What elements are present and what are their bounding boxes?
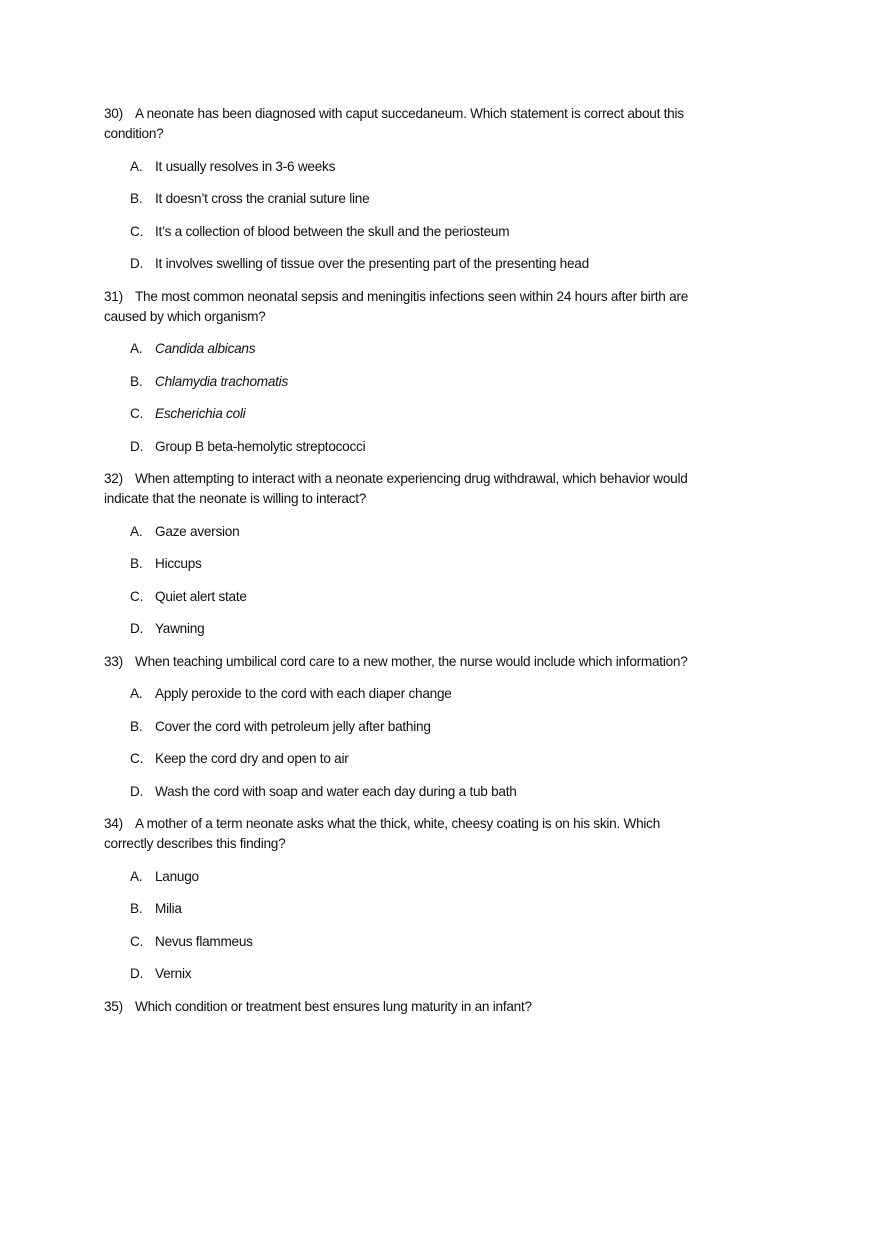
question-35 [104,997,804,1017]
option-letter: D. [130,966,144,981]
question-text: When attempting to interact with a neonate experiencing drug withdrawal, which behavior would [135,471,688,486]
question-text: indicate that the neonate is willing to interact? [104,491,367,506]
question-text-line [104,469,804,489]
option-text: It involves swelling of tissue over the presenting part of the presenting head [155,256,589,271]
answer-option [104,254,804,274]
answer-option [104,404,804,424]
option-text: Candida albicans [155,341,256,356]
question-number: 32) [104,471,123,486]
question-31 [104,287,804,327]
question-number: 30) [104,106,123,121]
option-text: Wash the cord with soap and water each day during a tub bath [155,783,517,799]
option-letter: C. [130,933,144,949]
question-34 [104,814,804,854]
option-letter: A. [130,341,143,356]
option-letter: B. [130,718,143,734]
document-page [104,104,804,1029]
option-letter: A. [130,686,143,701]
answer-option [104,587,804,607]
option-text: Gaze aversion [155,523,240,539]
question-text-line [104,104,804,124]
option-letter: D. [130,783,144,799]
answer-option [104,782,804,802]
answer-option [104,189,804,209]
option-text: Keep the cord dry and open to air [155,751,349,766]
option-letter: B. [130,556,143,571]
answer-option [104,867,804,887]
question-text: Which condition or treatment best ensures lung maturity in an infant? [135,998,532,1014]
answer-option [104,619,804,639]
answer-option [104,339,804,359]
question-30 [104,104,804,144]
option-letter: B. [130,901,143,916]
answer-option [104,222,804,242]
option-text: Vernix [155,966,192,981]
option-letter: C. [130,406,144,421]
option-text: It doesn’t cross the cranial suture line [155,191,370,206]
question-number: 35) [104,998,123,1014]
option-letter: A. [130,868,143,884]
option-letter: A. [130,158,143,174]
option-text: Quiet alert state [155,588,247,604]
answer-option [104,554,804,574]
question-number: 34) [104,816,123,831]
option-text: Cover the cord with petroleum jelly after bathing [155,718,431,734]
question-text: When teaching umbilical cord care to a new mother, the nurse would include which information? [135,653,688,669]
answer-option [104,372,804,392]
question-text-line [104,124,804,144]
option-text: Yawning [155,621,205,636]
option-letter: C. [130,588,144,604]
option-text: It usually resolves in 3-6 weeks [155,158,336,174]
question-number: 31) [104,288,123,304]
question-32 [104,469,804,509]
question-text: A neonate has been diagnosed with caput succedaneum. Which statement is correct about this [135,106,684,121]
question-text-line [104,287,804,307]
question-text: A mother of a term neonate asks what the thick, white, cheesy coating is on his skin. Which [135,816,661,831]
option-text: Lanugo [155,868,199,884]
question-text-line [104,814,804,834]
option-text: Chlamydia trachomatis [155,373,289,389]
answer-option [104,932,804,952]
answer-option [104,964,804,984]
question-text-line [104,652,804,672]
answer-option [104,437,804,457]
answer-option [104,899,804,919]
option-letter: D. [130,621,144,636]
option-text: Hiccups [155,556,202,571]
option-text: Nevus flammeus [155,933,253,949]
question-text: correctly describes this finding? [104,836,286,851]
option-letter: B. [130,373,143,389]
answer-option [104,684,804,704]
option-letter: C. [130,223,144,239]
answer-option [104,522,804,542]
option-letter: D. [130,438,144,454]
option-text: Escherichia coli [155,406,246,421]
option-text: Apply peroxide to the cord with each diaper change [155,686,452,701]
option-letter: D. [130,256,144,271]
option-text: Group B beta-hemolytic streptococci [155,438,366,454]
question-text-line [104,834,804,854]
question-text-line [104,307,804,327]
question-text: caused by which organism? [104,308,266,324]
answer-option [104,717,804,737]
answer-option [104,157,804,177]
option-letter: A. [130,523,143,539]
option-text: It’s a collection of blood between the skull and the periosteum [155,223,510,239]
question-text-line [104,489,804,509]
question-number: 33) [104,653,123,669]
question-text: The most common neonatal sepsis and meningitis infections seen within 24 hours after birth are [135,288,689,304]
answer-option [104,749,804,769]
question-text-line [104,997,804,1017]
option-letter: B. [130,191,143,206]
option-letter: C. [130,751,144,766]
question-text: condition? [104,126,164,141]
question-33 [104,652,804,672]
option-text: Milia [155,901,182,916]
